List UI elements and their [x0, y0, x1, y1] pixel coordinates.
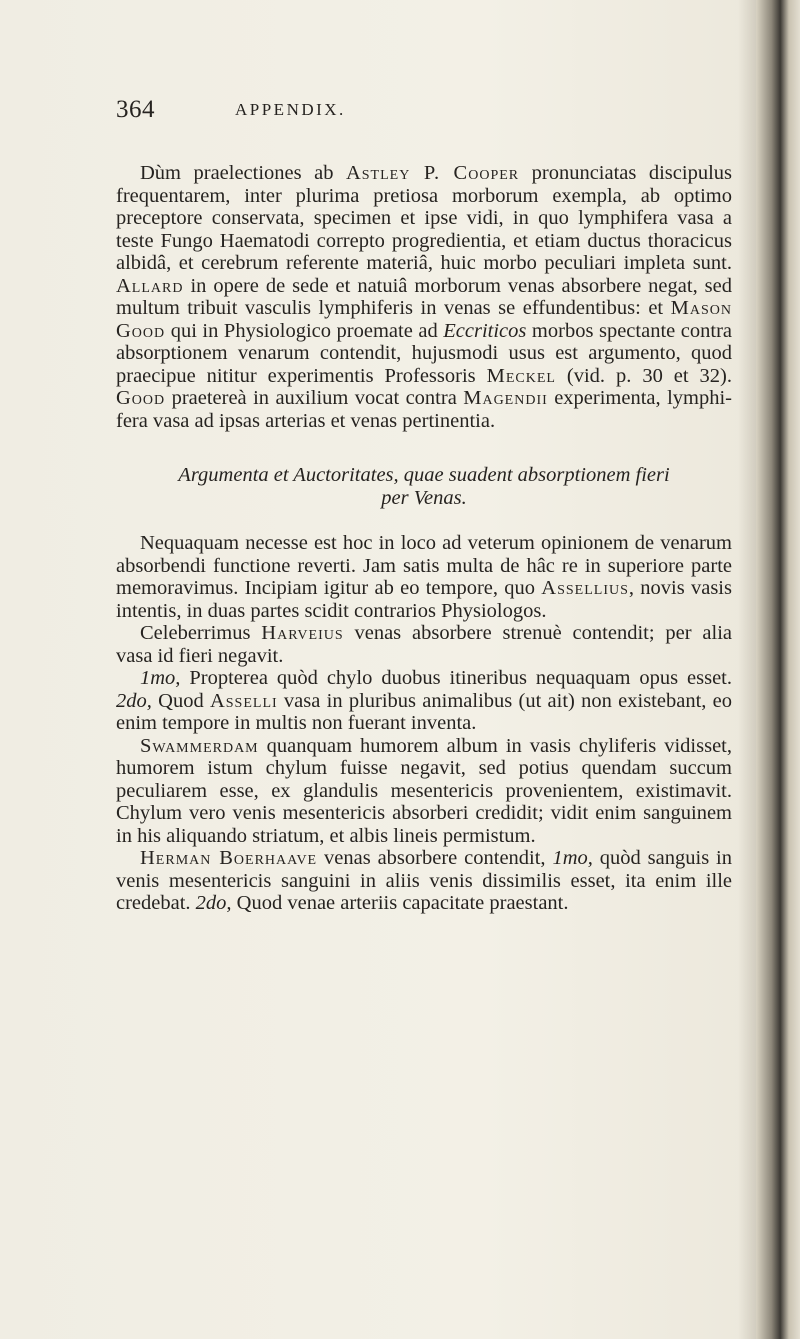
author-name: Swammerdam: [140, 734, 259, 757]
author-name: Good: [116, 387, 166, 409]
text: pronunciatas discipulus frequentarem, inter plurima pretiosa morborum exempla, ab optimo preceptore conservata, specimen et ipse vidi, in quo lymphifera vasa a teste Fungo Haematodi correpto progredientia, et etiam ductus thoracicus albidâ, et cerebrum referente materiâ, huic morbo peculiari impleta sunt.: [116, 162, 733, 274]
text: praetereà in auxilium vocat contra: [165, 387, 464, 409]
text: venas absorbere contendit,: [317, 847, 553, 869]
text: in opere de sede et natuiâ morborum venas absorbere negat, sed multum tribuit vasculis lymphiferis in venas se effundentibus: et: [116, 274, 732, 319]
author-name: Meckel: [486, 364, 556, 387]
page-edge: [756, 0, 800, 1339]
text: qui in Physiologico proemate ad: [165, 319, 444, 342]
author-name: Mason Good: [116, 297, 732, 342]
paragraph-boerhaave: [116, 847, 732, 915]
author-name: Astley P. Cooper: [345, 162, 520, 184]
ordinal: 1mo,: [552, 847, 593, 869]
text: , novis vasis intentis, in duas partes scidit contrarios Physiologos.: [116, 577, 732, 622]
text: experimenta, lymphifera vasa ad ipsas arterias et venas pertinentia.: [116, 387, 732, 432]
paragraph-harveius: [116, 622, 732, 667]
paragraph-swammerdam: [116, 735, 732, 848]
text: quanquam humorem album in vasis chyliferis vidisset, humorem istum chylum fuisse negavit, sed potius quendam succum peculiarem esse, ex glandulis mesentericis provenientem, existimavit. Chylum vero venis mesentericis absorberi credidit; vidit enim sanguinem in his aliquando striatum, et albis lineis permistum.: [116, 734, 732, 847]
text: Nequaquam necesse est hoc in loco ad veterum opinionem de venarum absorbendi functione reverti. Jam satis multa de hâc re in superiore parte memoravimus. Incipiam igitur ab eo tempore, quo: [116, 532, 732, 599]
page-gutter-shadow: [738, 0, 756, 1339]
text: quòd sanguis in venis mesentericis sanguini in aliis venis dissimilis esset, ita enim ille credebat.: [116, 847, 733, 914]
text: (vid. p. 30 et 32).: [555, 364, 732, 387]
author-name: Assellius: [541, 577, 629, 599]
text: Quod: [151, 689, 210, 712]
paragraph-reasons: [116, 667, 732, 735]
author-name: Allard: [116, 274, 184, 297]
text: Celeberrimus: [140, 622, 262, 644]
text: venas absorbere strenuè contendit; per alia vasa id fieri negavit.: [116, 622, 732, 667]
author-name: Herman Boerhaave: [140, 847, 318, 869]
text: Dùm praelectiones ab: [140, 162, 346, 184]
author-name: Magendii: [463, 387, 548, 409]
page-body: [116, 162, 732, 915]
ordinal: 2do,: [195, 892, 232, 914]
page-header: [116, 96, 716, 126]
text: vasa in pluribus animalibus (ut ait) non existebant, eo enim tempore in multis non fuerant inventa.: [116, 689, 732, 734]
page-number: 364: [116, 96, 155, 123]
section-heading-line: Argumenta et Auctoritates, quae suadent absorptionem fieri: [178, 464, 670, 486]
author-name: Asselli: [209, 689, 278, 712]
ordinal: 2do,: [116, 689, 152, 712]
section-heading: [116, 464, 732, 510]
text: morbos spectante contra absorptionem venarum contendit, hujusmodi usus est argumento, quod praecipue nititur experimentis Professoris: [116, 319, 732, 387]
author-name: Harveius: [261, 622, 344, 644]
paragraph-cooper: [116, 162, 732, 432]
text: Propterea quòd chylo duobus itineribus nequaquam opus esset.: [180, 667, 732, 689]
running-head: APPENDIX.: [235, 100, 346, 119]
paragraph-intro: [116, 532, 732, 622]
text: Quod venae arteriis capacitate praestant.: [231, 892, 569, 914]
italic-term: Eccriticos: [443, 319, 527, 342]
ordinal: 1mo,: [140, 667, 181, 689]
section-heading-line: per Venas.: [381, 487, 467, 509]
